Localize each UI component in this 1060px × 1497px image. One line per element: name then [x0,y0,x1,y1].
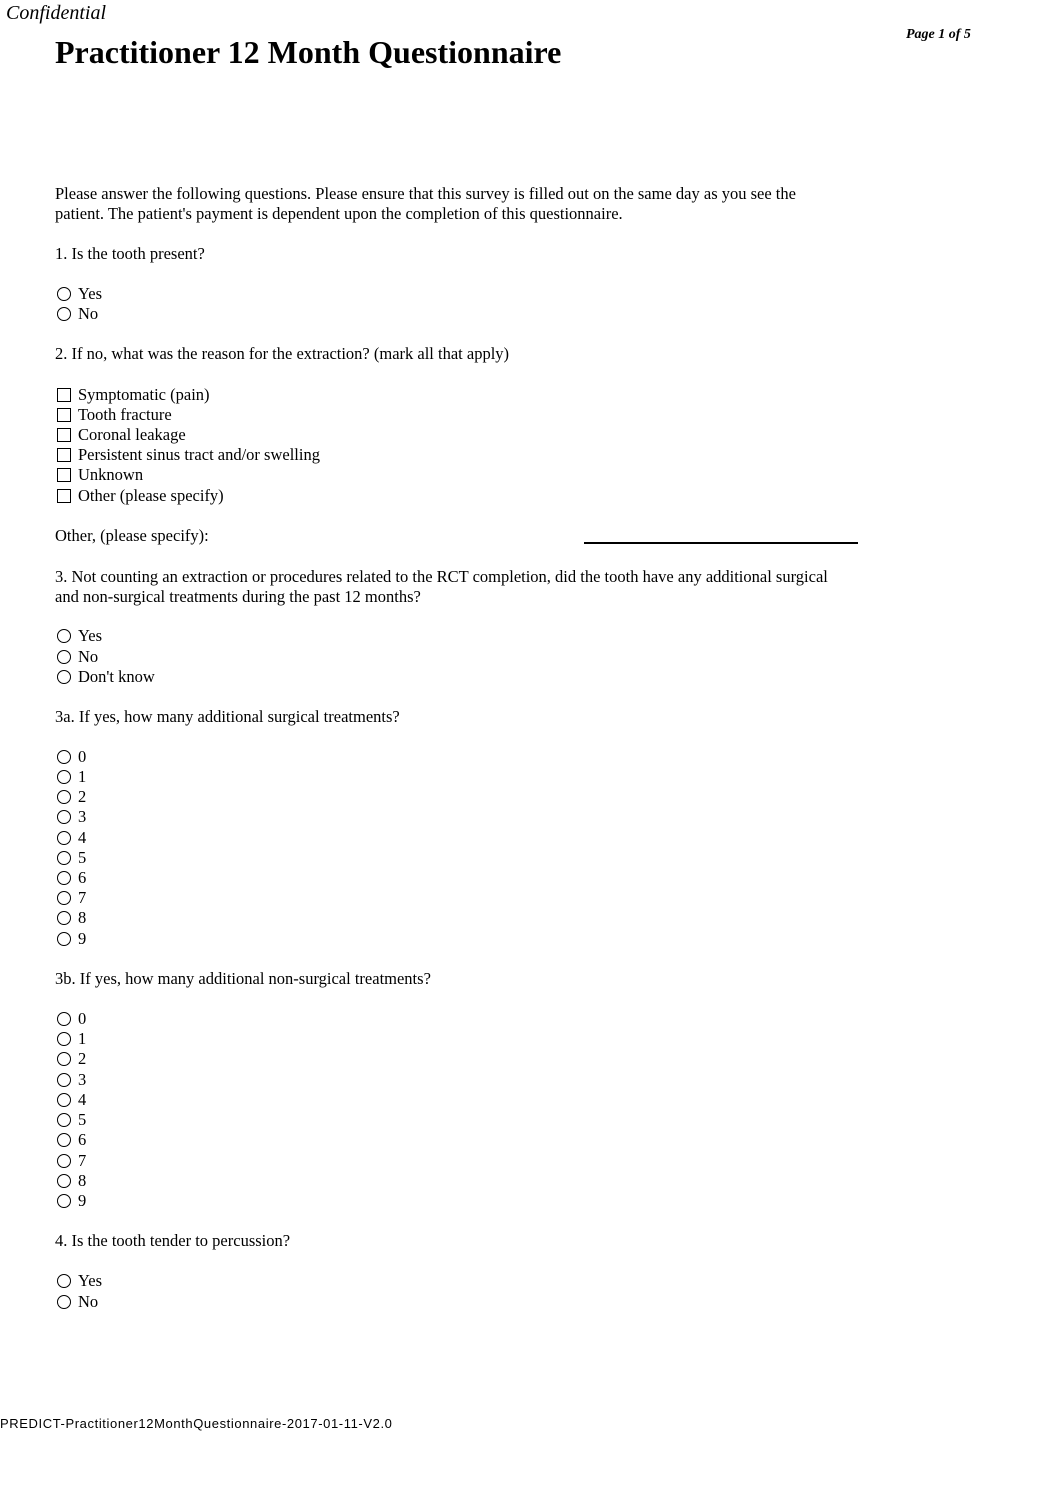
q3b-option-6[interactable] [57,1130,86,1150]
option-label: Symptomatic (pain) [78,385,210,404]
q2-option-unknown[interactable] [57,465,143,485]
radio-button[interactable] [57,670,71,684]
q3b-option-1[interactable] [57,1029,86,1049]
q3a-option-8[interactable] [57,908,86,928]
radio-button[interactable] [57,287,71,301]
q1-option-yes[interactable] [57,284,102,304]
option-label: 5 [78,1110,87,1129]
radio-button[interactable] [57,831,71,845]
option-label: 1 [78,767,87,786]
option-label: 5 [78,848,87,867]
q3b-option-3[interactable] [57,1070,86,1090]
radio-button[interactable] [57,1073,71,1087]
q3b-option-7[interactable] [57,1151,86,1171]
radio-button[interactable] [57,1052,71,1066]
q2-option-symptomatic[interactable] [57,385,210,405]
option-label: 3 [78,807,87,826]
question-3-line-1: 3. Not counting an extraction or procedures related to the RCT completion, did the tooth have any additional surgical [55,567,828,586]
radio-button[interactable] [57,1093,71,1107]
option-label: No [78,1292,99,1311]
q3b-option-9[interactable] [57,1191,86,1211]
radio-button[interactable] [57,1194,71,1208]
q3a-option-5[interactable] [57,848,86,868]
radio-button[interactable] [57,871,71,885]
question-3b: 3b. If yes, how many additional non-surgical treatments? [55,969,431,988]
option-label: 0 [78,747,87,766]
question-3 [55,567,828,607]
radio-button[interactable] [57,629,71,643]
checkbox[interactable] [57,388,71,402]
other-specify-label: Other, (please specify): [55,526,209,545]
intro-line-2: patient. The patient's payment is dependent upon the completion of this questionnaire. [55,204,623,223]
q2-option-persistent-sinus[interactable] [57,445,320,465]
radio-button[interactable] [57,1154,71,1168]
question-2: 2. If no, what was the reason for the extraction? (mark all that apply) [55,344,510,363]
option-label: 1 [78,1029,87,1048]
radio-button[interactable] [57,1274,71,1288]
q3a-option-7[interactable] [57,888,86,908]
q3a-option-9[interactable] [57,929,86,949]
option-label: Yes [78,1271,103,1290]
option-label: 3 [78,1070,87,1089]
q3a-option-3[interactable] [57,807,86,827]
radio-button[interactable] [57,891,71,905]
question-4: 4. Is the tooth tender to percussion? [55,1231,291,1250]
q3a-option-0[interactable] [57,747,86,767]
radio-button[interactable] [57,1012,71,1026]
question-3-line-2: and non-surgical treatments during the past 12 months? [55,587,421,606]
radio-button[interactable] [57,932,71,946]
q3-option-no[interactable] [57,647,98,667]
checkbox[interactable] [57,468,71,482]
option-label: 0 [78,1009,87,1028]
option-label: Yes [78,284,103,303]
option-label: Unknown [78,465,144,484]
option-label: 7 [78,888,87,907]
intro-line-1: Please answer the following questions. Please ensure that this survey is filled out on the same day as you see the [55,184,796,203]
document-footer: PREDICT-Practitioner12MonthQuestionnaire-2017-01-11-V2.0 [0,1416,393,1431]
q2-option-other[interactable] [57,486,224,506]
checkbox[interactable] [57,448,71,462]
q3a-option-6[interactable] [57,868,86,888]
page-number: Page 1 of 5 [906,27,971,42]
q3a-option-1[interactable] [57,767,86,787]
checkbox[interactable] [57,408,71,422]
checkbox[interactable] [57,489,71,503]
option-label: 6 [78,868,87,887]
option-label: No [78,304,99,323]
radio-button[interactable] [57,750,71,764]
option-label: 8 [78,908,87,927]
radio-button[interactable] [57,851,71,865]
q2-option-coronal-leakage[interactable] [57,425,186,445]
q3b-option-0[interactable] [57,1009,86,1029]
option-label: No [78,647,99,666]
page-title: Practitioner 12 Month Questionnaire [55,34,562,70]
option-label: 4 [78,828,87,847]
radio-button[interactable] [57,1174,71,1188]
q1-option-no[interactable] [57,304,98,324]
checkbox[interactable] [57,428,71,442]
option-label: 9 [78,1191,87,1210]
question-1: 1. Is the tooth present? [55,244,205,263]
option-label: 2 [78,1049,87,1068]
option-label: 8 [78,1171,87,1190]
q4-option-yes[interactable] [57,1271,102,1291]
q2-option-tooth-fracture[interactable] [57,405,172,425]
q3b-option-2[interactable] [57,1049,86,1069]
option-label: 7 [78,1151,87,1170]
radio-button[interactable] [57,911,71,925]
q3b-option-5[interactable] [57,1110,86,1130]
option-label: 6 [78,1130,87,1149]
q3-option-dont-know[interactable] [57,667,155,687]
radio-button[interactable] [57,790,71,804]
radio-button[interactable] [57,810,71,824]
radio-button[interactable] [57,650,71,664]
option-label: Other (please specify) [78,486,224,505]
q3b-option-8[interactable] [57,1171,86,1191]
intro-text [55,184,985,224]
q3-option-yes[interactable] [57,626,102,646]
radio-button[interactable] [57,770,71,784]
q3a-option-4[interactable] [57,828,86,848]
option-label: 2 [78,787,87,806]
confidential-label: Confidential [6,2,106,24]
q4-option-no[interactable] [57,1292,98,1312]
radio-button[interactable] [57,1295,71,1309]
option-label: Don't know [78,667,155,686]
other-specify-field[interactable] [584,542,858,544]
radio-button[interactable] [57,1113,71,1127]
q3a-option-2[interactable] [57,787,86,807]
option-label: 9 [78,929,87,948]
option-label: Coronal leakage [78,425,186,444]
option-label: Tooth fracture [78,405,172,424]
q3b-option-4[interactable] [57,1090,86,1110]
radio-button[interactable] [57,1133,71,1147]
option-label: Yes [78,626,103,645]
option-label: Persistent sinus tract and/or swelling [78,445,320,464]
radio-button[interactable] [57,307,71,321]
radio-button[interactable] [57,1032,71,1046]
question-3a: 3a. If yes, how many additional surgical treatments? [55,707,400,726]
option-label: 4 [78,1090,87,1109]
